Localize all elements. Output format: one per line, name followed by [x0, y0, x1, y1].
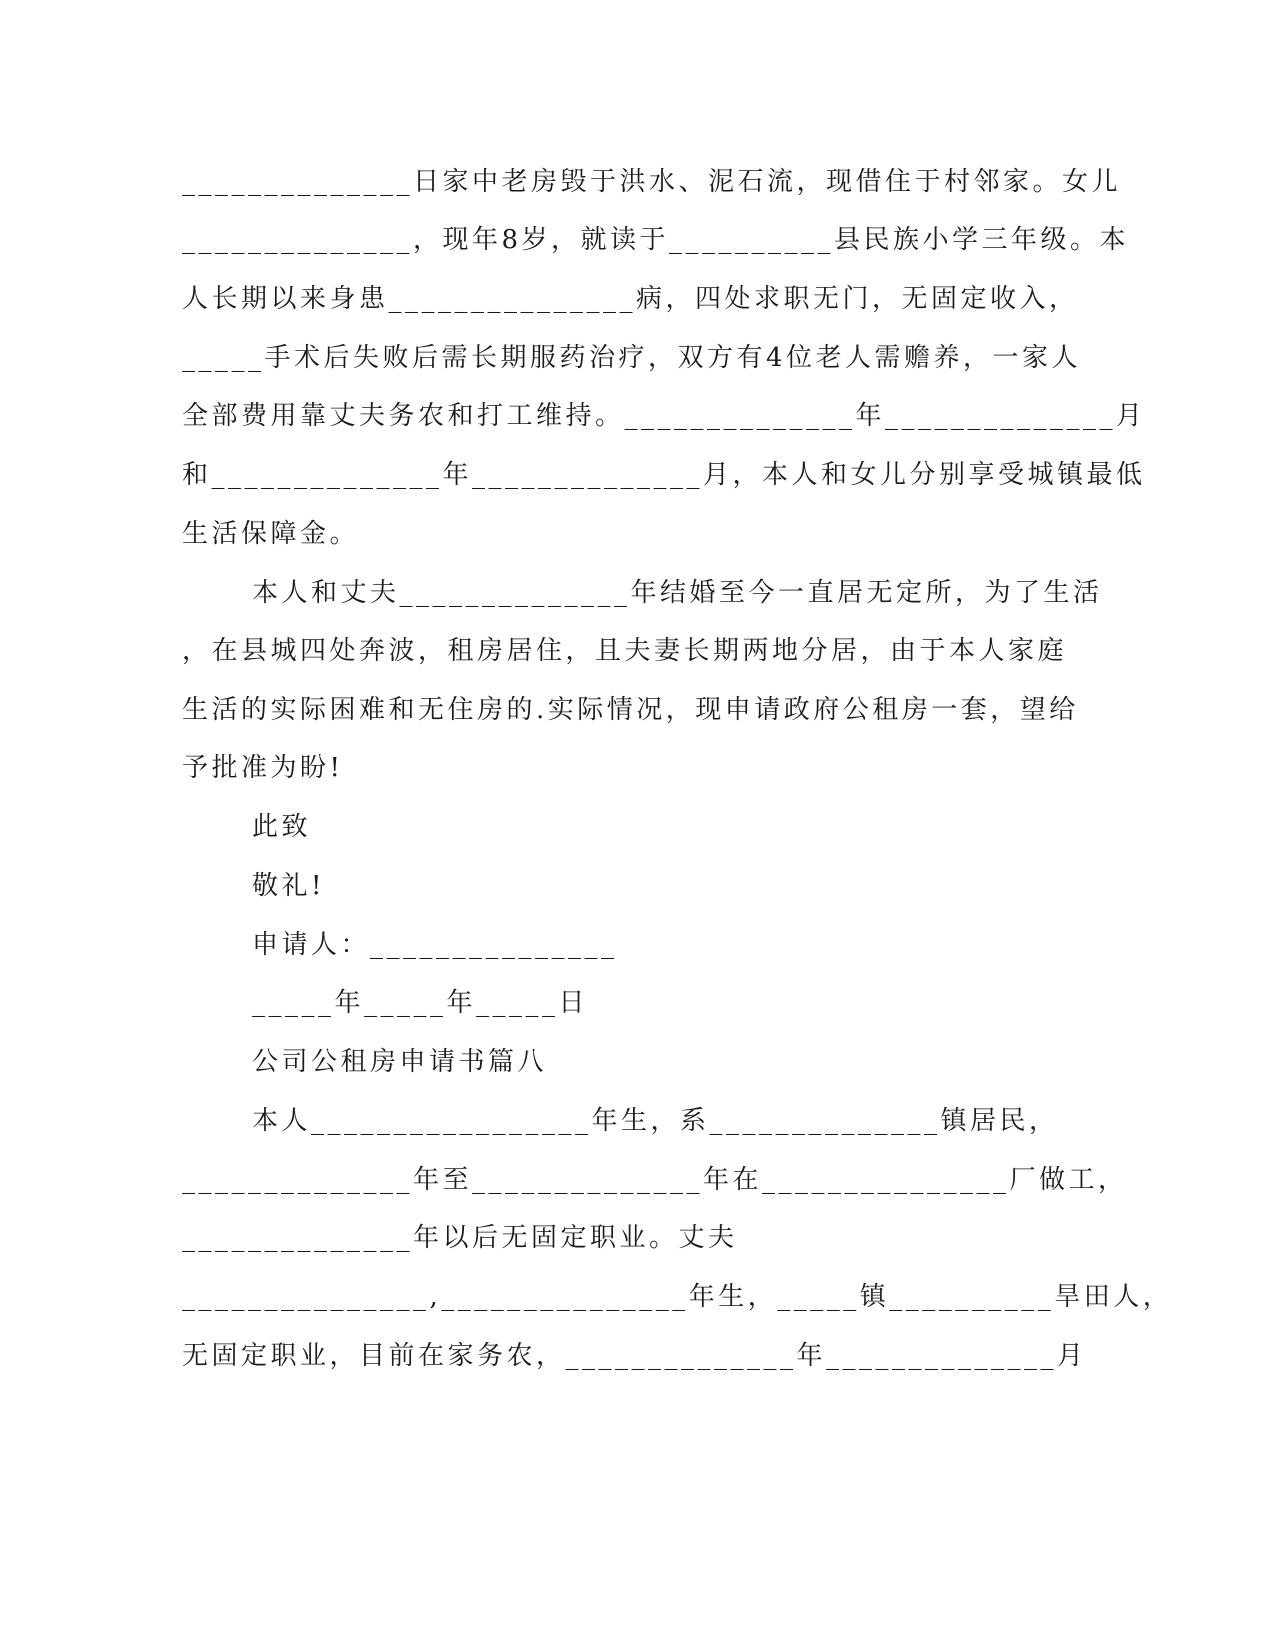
paragraph-line: ，在县城四处奔波，租房居住，且夫妻长期两地分居，由于本人家庭 — [182, 636, 1068, 666]
paragraph-line: ______________年至______________年在_______________厂做工， — [182, 1165, 1128, 1195]
paragraph-line: ______________日家中老房毁于洪水、泥石流，现借住于村邻家。女儿 — [182, 167, 1122, 197]
closing-regards: 敬礼! — [252, 871, 325, 901]
closing-salutation: 此致 — [252, 812, 312, 842]
paragraph-line: 无固定职业，目前在家务农，______________年______________月 — [182, 1341, 1087, 1371]
paragraph-line: 生活的实际困难和无住房的.实际情况，现申请政府公租房一套，望给 — [182, 695, 1079, 725]
section-heading: 公司公租房申请书篇八 — [252, 1047, 548, 1077]
paragraph-line: 本人和丈夫______________年结婚至今一直居无定所，为了生活 — [252, 578, 1103, 608]
applicant-signature-line: 申请人：_______________ — [252, 930, 618, 960]
paragraph-line: 和______________年______________月，本人和女儿分别享受城镇最低 — [182, 460, 1146, 490]
paragraph-line: ______________，现年8岁，就读于__________县民族小学三年级。本 — [182, 225, 1130, 255]
paragraph-line: 生活保障金。 — [182, 519, 360, 549]
paragraph-line: 人长期以来身患_______________病，四处求职无门，无固定收入， — [182, 284, 1079, 314]
paragraph-line: 全部费用靠丈夫务农和打工维持。______________年______________月 — [182, 401, 1146, 431]
paragraph-line: 予批准为盼! — [182, 753, 344, 783]
date-line: _____年_____年_____日 — [252, 988, 589, 1018]
paragraph-line: 本人_________________年生，系______________镇居民， — [252, 1106, 1059, 1136]
paragraph-line: _____手术后失败后需长期服药治疗，双方有4位老人需赡养，一家人 — [182, 343, 1082, 373]
paragraph-line: ______________年以后无固定职业。丈夫 — [182, 1223, 738, 1253]
paragraph-line: _______________,_______________年生，_____镇__________旱田人， — [182, 1282, 1173, 1312]
